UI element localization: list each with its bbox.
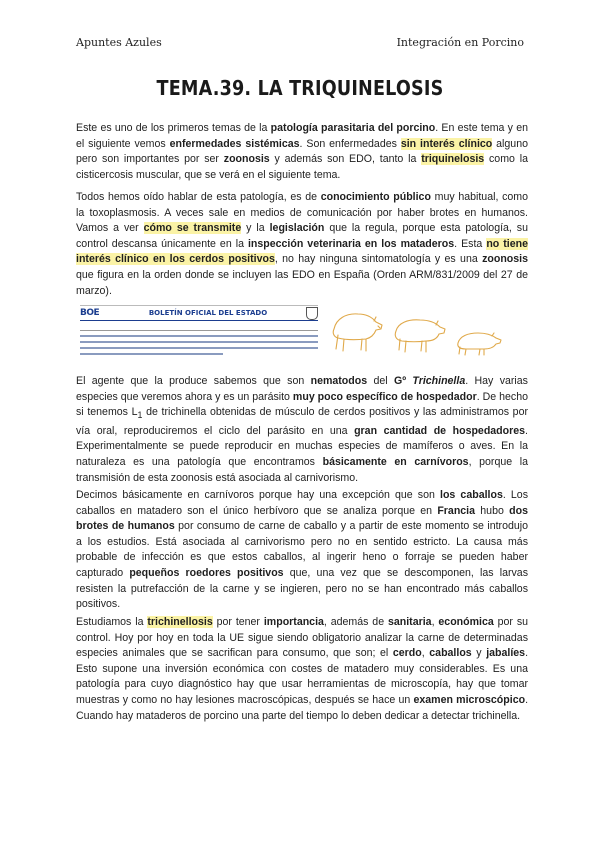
highlighted-text: sin interés clínico xyxy=(400,137,493,150)
pig-icon xyxy=(395,320,445,352)
subscript: 1 xyxy=(137,410,143,421)
bold-text: cerdo xyxy=(392,647,422,660)
paragraph-intro xyxy=(76,121,528,183)
text: El agente que la produce sabemos que son xyxy=(76,375,311,387)
bold-text: Francia xyxy=(437,504,476,517)
text: por consumo de carne de caballo y a partir de este momento se introdujo a los estudios. Está asociada al carnivorismo pero no en sentido estricto. La causa más probable de infección es que estos caballos, al ingerir heno o forraje se pueden haber capturado xyxy=(76,520,528,579)
text: y xyxy=(471,647,487,660)
bold-text: jabalíes xyxy=(486,647,526,660)
bold-text: zoonosis xyxy=(482,253,528,266)
boe-text-line xyxy=(80,347,318,349)
text: , xyxy=(421,647,430,660)
text: que, una vez que se descomponen, las larvas resisten la putrefacción de la carne y se ingieren, pero no se han encontrado más caballos positivos. xyxy=(76,566,528,611)
text: . Esto supone una inversión económica con costes de matadero muy considerables. Es una patología para cuyo diagnóstico hay que usar herramientas de microscopía, hay que tomar muestras y como no hay lesiones macroscópicas, después se hace un xyxy=(76,647,529,706)
text: Decimos básicamente en carnívoros porque hay una excepción que son xyxy=(76,489,440,501)
paragraph-knowledge xyxy=(76,190,528,299)
text: . Son enfermedades xyxy=(299,137,401,150)
bold-text: caballos xyxy=(429,647,472,660)
highlighted-text: triquinelosis xyxy=(421,153,485,166)
text: , xyxy=(431,616,439,628)
text: , no hay ninguna sintomatología y es una xyxy=(274,253,483,266)
text: como la cisticercosis muscular, que se verá en el siguiente tema. xyxy=(76,153,528,181)
highlighted-text: no tiene interés clínico en los cerdos positivos xyxy=(76,237,528,266)
text: Estudiamos la xyxy=(76,616,148,628)
bold-text: patología parasitaria del porcino xyxy=(270,122,436,134)
bold-text: enfermedades sistémicas xyxy=(169,137,300,150)
boe-meta-line xyxy=(80,323,318,331)
text: . En este tema y en el siguiente vemos xyxy=(76,122,529,150)
pig-illustration xyxy=(326,305,526,359)
text: . Hay varias especies que veremos ahora y es un parásito xyxy=(76,375,528,403)
bold-text: Gº xyxy=(393,375,413,387)
coat-of-arms-icon xyxy=(306,307,318,320)
bold-text: muy poco específico de hospedador xyxy=(292,390,477,403)
bold-text: los caballos xyxy=(440,489,503,501)
text: por su control. Hoy por hoy en toda la UE sigue siendo obligatorio analizar la carne de determinadas especies animales que se sacrifican para consumo, que son; el xyxy=(76,616,529,660)
bold-text: dos brotes de humanos xyxy=(76,504,528,533)
bold-text: nematodos xyxy=(310,375,368,387)
bold-text: gran cantidad de hospedadores xyxy=(354,424,526,437)
highlighted-text: trichinellosis xyxy=(147,616,213,628)
bold-text: examen microscópico xyxy=(413,693,526,706)
text: alguno pero son importantes por ser xyxy=(76,137,528,166)
text: muy habitual, como la toxoplasmosis. A veces sale en medios de comunicación por haber brotes en humanos. Vamos a ver xyxy=(76,191,528,235)
text: y la xyxy=(241,222,270,235)
header-left: Apuntes Azules xyxy=(76,36,162,49)
page-title: TEMA.39. LA TRIQUINELOSIS xyxy=(156,76,444,100)
sow-icon xyxy=(458,333,501,355)
bold-text: zoonosis xyxy=(223,153,270,166)
text: que la regula, porque esta patología, su control descansa únicamente en la xyxy=(76,222,529,250)
text: del xyxy=(367,375,394,387)
text: , además de xyxy=(323,616,388,628)
text: . Cuando hay mataderos de porcino una parte del tiempo lo deben dedicar a detectar trichinella. xyxy=(76,693,529,722)
highlighted-text: cómo se transmite xyxy=(143,222,242,235)
boe-name: BOLETÍN OFICIAL DEL ESTADO xyxy=(148,309,268,317)
text: Este es uno de los primeros temas de la xyxy=(76,122,271,134)
boe-excerpt-image xyxy=(80,305,318,362)
bold-text: pequeños roedores positivos xyxy=(129,566,284,579)
text: Todos hemos oído hablar de esta patología, es de xyxy=(76,191,321,203)
bold-text: económica xyxy=(438,616,494,628)
text: y además son EDO, tanto la xyxy=(269,153,422,166)
paragraph-agent xyxy=(76,374,528,486)
boe-text-line xyxy=(80,353,223,355)
text: , porque la transmisión de esta zoonosis está asociada al carnivorismo. xyxy=(76,456,528,484)
boe-masthead xyxy=(80,306,318,321)
boar-icon xyxy=(333,314,382,351)
boe-text-line xyxy=(80,341,318,343)
text: de trichinella obtenidas de músculo de cerdos positivos y las administramos por vía oral, reproduciremos el ciclo del parásito en una xyxy=(76,406,528,437)
bold-text: importancia xyxy=(263,616,324,628)
bold-text: sanitaria xyxy=(387,616,432,628)
bold-text: conocimiento público xyxy=(320,191,431,203)
bold-text: básicamente en carnívoros xyxy=(322,456,469,469)
text: . Los caballos en matadero son el único herbívoro que se analiza porque en xyxy=(76,489,528,517)
boe-text-line xyxy=(80,335,318,337)
paragraph-importance xyxy=(76,615,528,724)
header-right: Integración en Porcino xyxy=(396,36,524,49)
bold-text: inspección veterinaria en los mataderos xyxy=(247,237,455,250)
text: por tener xyxy=(212,616,264,628)
italic-bold-text: Trichinella xyxy=(412,375,466,387)
text: . Experimentalmente se puede reproducir en muchas especies de mamíferos o aves. En la naturaleza es una patología que encontramos xyxy=(76,424,528,469)
paragraph-horses xyxy=(76,488,528,613)
text: . Esta xyxy=(454,237,487,250)
bold-text: legislación xyxy=(269,222,325,235)
boe-logo: BOE xyxy=(80,308,100,318)
text: que figura en la orden donde se incluyen las EDO en España (Orden ARM/831/2009 del 27 de marzo). xyxy=(76,268,528,297)
text: . De hecho si tenemos L xyxy=(76,390,528,419)
text: hubo xyxy=(475,504,510,517)
